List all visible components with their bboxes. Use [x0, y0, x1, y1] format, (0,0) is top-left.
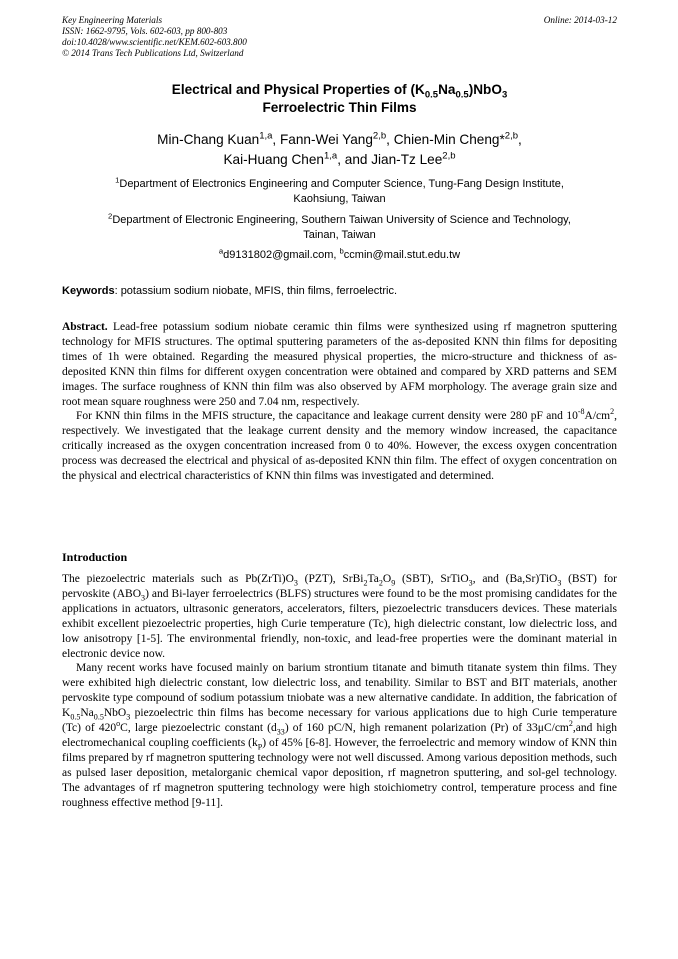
affiliation-2: $^2$Department of Electronic Engineering, Southern Taiwan University of Science and Technology, Tainan, Taiwan	[108, 211, 571, 241]
journal-header	[62, 15, 617, 59]
abstract-label: Abstract.	[62, 321, 108, 333]
paper-title	[62, 81, 617, 117]
doi-line[interactable]: doi:10.4028/www.scientific.net/KEM.602-603.800	[62, 37, 247, 47]
authors-line-1: Min-Chang Kuan$^{1,a}$, Fann-Wei Yang$^{2,b}$, Chien-Min Cheng*$^{2,b}$,	[157, 130, 522, 147]
keywords-label: Keywords	[62, 285, 115, 297]
author-list	[62, 130, 617, 170]
abstract-paragraph-2: For KNN thin films in the MFIS structure, the capacitance and leakage current density were 280 pF and $10^{-8}A/cm^2$, respectively. We investigated that the leakage current density and the memory window increased, the capacitance critically increased as the oxygen concentration increased from 0 to 40%. However, the excess oxygen concentration process was decreased the electrical and physical of as-deposited KNN thin film. The effect of oxygen concentration on the physical and electrical characteristics of KNN thin films was investigated and determined.	[62, 407, 617, 483]
introduction-section	[62, 572, 617, 811]
copyright-line: © 2014 Trans Tech Publications Ltd, Switzerland	[62, 48, 244, 58]
keywords-text: : potassium sodium niobate, MFIS, thin films, ferroelectric.	[114, 285, 398, 297]
affiliation-1: $^1$Department of Electronics Engineering and Computer Science, Tung-Fang Design Institute, Kaohsiung, Taiwan	[115, 175, 564, 205]
title-line-2: Ferroelectric Thin Films	[262, 100, 417, 115]
issn-line: ISSN: 1662-9795, Vols. 602-603, pp 800-803	[62, 26, 228, 36]
intro-paragraph-2: Many recent works have focused mainly on barium strontium titanate and bimuth titanate system thin films. They were exhibited high dielectric constant, low dielectric loss, and tenability. Similar to BST and BIT materials, another pervoskite type compound of sodium potassium tniobate was a new alternative candidate. In addition, the fabrication of $K_{0.5}Na_{0.5}NbO_3$ piezoelectric thin films has become necessary for various applications due to high Curie temperature (Tc) of 420$^o$C, large piezoelectric constant $(d_{33})$ of 160 pC/N, high remanent polarization (Pr) of $33\mu C/cm^2,and$ high electromechanical coupling coefficients $(k_P)$ of 45% [6-8]. However, the ferroelectric and memory window of KNN thin films prepared by rf magnetron sputtering technology were not well discussed. Among various deposition methods, such as pulsed laser deposition, metalorganic chemical vapor deposition, rf magnetron sputtering, and sol-gel technology. The advantages of rf magnetron sputtering technology were high stoichiometry control, temperature process and fine roughness effective method [9-11].	[62, 662, 617, 809]
journal-name: Key Engineering Materials	[62, 15, 163, 25]
online-date: Online: 2014-03-12	[543, 15, 617, 25]
abstract-section	[62, 320, 617, 484]
abstract-paragraph-1: Abstract. Lead-free potassium sodium niobate ceramic thin films were synthesized using rf magnetron sputtering technology for MFIS structures. The optimal sputtering parameters of the as-deposited KNN thin films for depositing times of 1h were obtained. Regarding the measured physical properties, the micro-structure and thickness of as-deposited KNN thin films for different oxygen concentration were obtained and compared by XRD patterns and SEM images. The surface roughness of KNN thin film was also observed by AFM morphology. The average grain size and root mean square roughness were 250 and 7.04 nm, respectively.	[62, 321, 617, 408]
title-line-1: Electrical and Physical Properties of $(K_{0.5}Na_{0.5})NbO_3$	[171, 82, 508, 101]
author-emails[interactable]: $^a$d9131802@gmail.com, $^b$ccmin@mail.stut.edu.tw	[218, 246, 461, 261]
keywords-line	[62, 284, 617, 298]
introduction-heading: Introduction	[62, 550, 128, 564]
authors-line-2: Kai-Huang Chen$^{1,a}$, and Jian-Tz Lee$^{2,b}$	[223, 150, 456, 167]
email-a[interactable]: d9131802@gmail.com,	[223, 249, 340, 261]
email-b[interactable]: ccmin@mail.stut.edu.tw	[343, 249, 461, 261]
intro-paragraph-1: The piezoelectric materials such as $Pb(ZrTi)O_3$ (PZT), $SrBi_2Ta_2O_9$ (SBT), SrTiO$_3$, and (Ba,Sr)TiO$_3$ (BST) for pervoskite $(ABO_3)$ and Bi-layer ferroelectrics (BLFS) structures were found to be the most promising candidates for the applications in actuators, ultrasonic generators, accelerators, filters, piezoelectric transducers devices. These materials exhibit excellent piezoelectric properties, high Curie temperature (Tc), high dielectric constant, low dielectric loss, and low anisotropy [1-5]. The environmental friendly, non-toxic, and lead-free properties were the dominant material in electronic device now.	[62, 573, 618, 660]
